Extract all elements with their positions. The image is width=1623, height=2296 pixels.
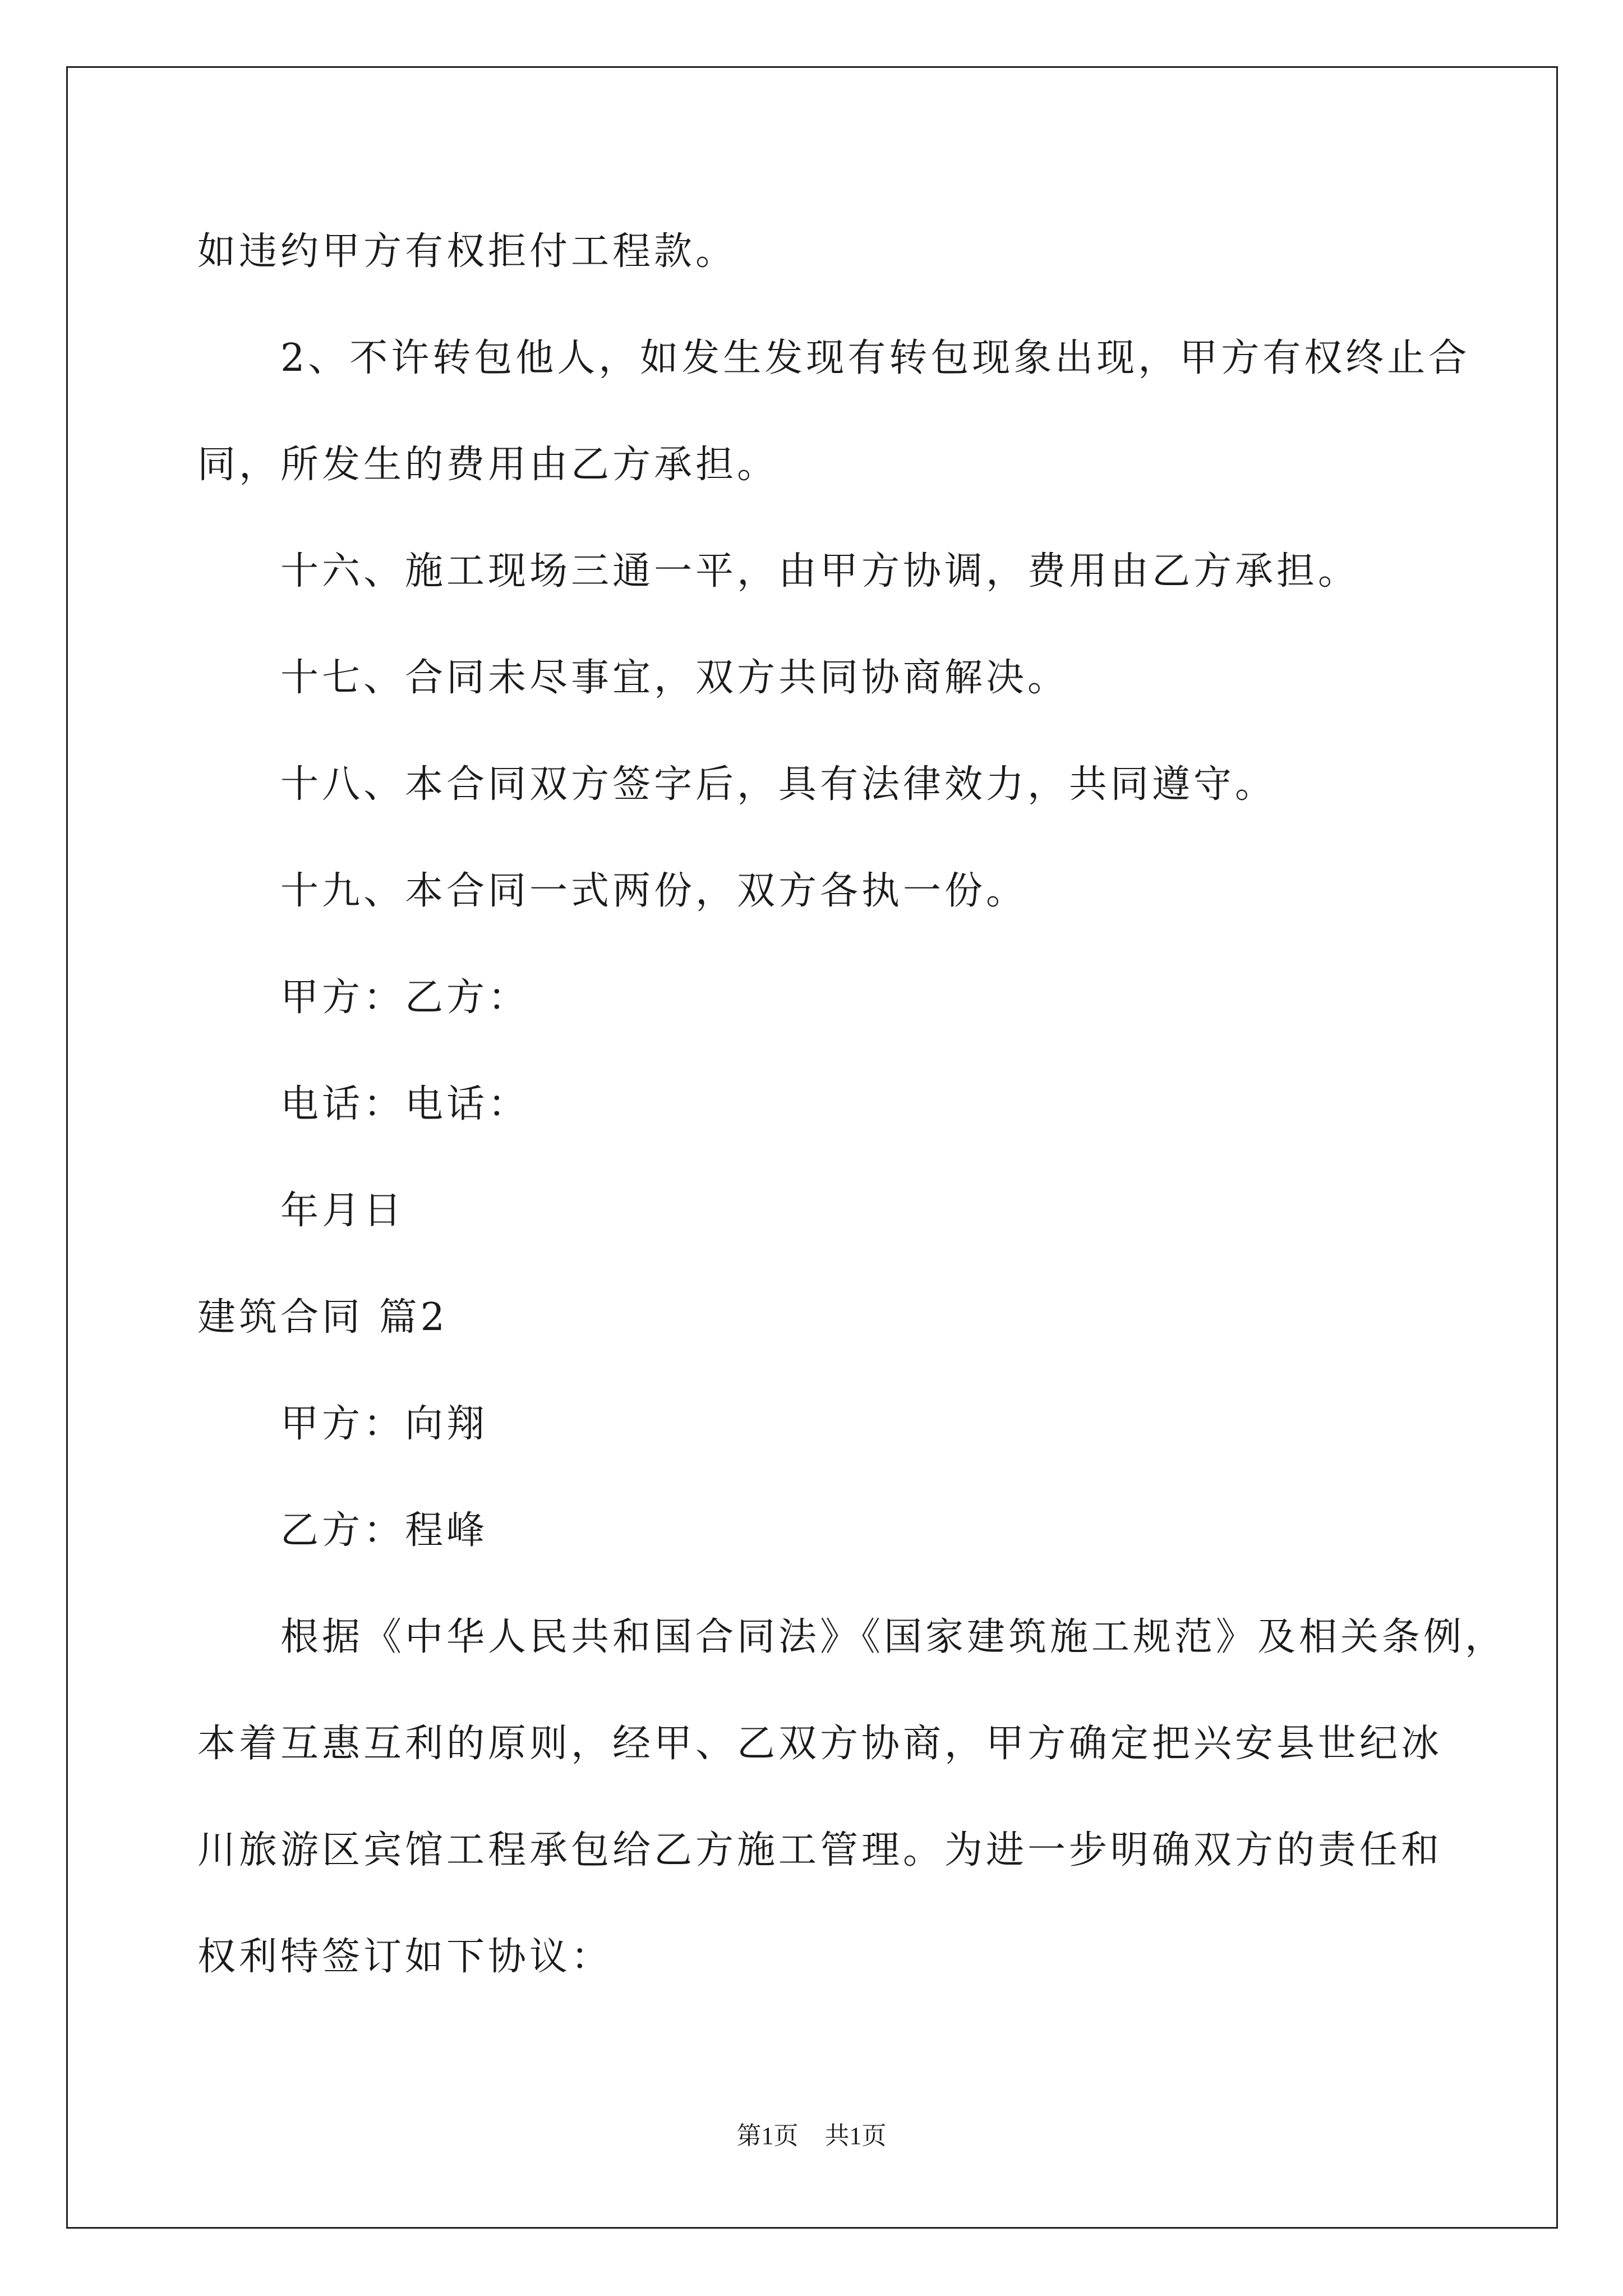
page-footer: [0, 2124, 1623, 2148]
body-line-3: 同，所发生的费用由乙方承担。: [197, 443, 779, 487]
body-line-1: 如违约甲方有权拒付工程款。: [197, 229, 737, 274]
clause-16: 十六、施工现场三通一平，由甲方协调，费用由乙方承担。: [280, 549, 1360, 593]
body-line-basis-3: 川旅游区宾馆工程承包给乙方施工管理。为进一步明确双方的责任和: [197, 1828, 1443, 1872]
body-line-2: 2、不许转包他人，如发生发现有转包现象出现，甲方有权终止合: [280, 336, 1470, 380]
clause-18: 十八、本合同双方签字后，具有法律效力，共同遵守。: [280, 762, 1277, 807]
body-line-basis: 根据《中华人民共和国合同法》《国家建筑施工规范》及相关条例，: [280, 1615, 1507, 1659]
signature-phones: 电话：电话：: [280, 1082, 530, 1126]
signature-parties: 甲方：乙方：: [280, 976, 530, 1020]
page-border: [66, 66, 1558, 2229]
clause-17: 十七、合同未尽事宜，双方共同协商解决。: [280, 656, 1069, 700]
party-a: 甲方：向翔: [280, 1402, 488, 1446]
signature-date: 年月日: [280, 1189, 405, 1233]
section-title: 建筑合同 篇2: [197, 1295, 448, 1340]
body-line-basis-4: 权利特签订如下协议：: [197, 1935, 613, 1979]
clause-19: 十九、本合同一式两份，双方各执一份。: [280, 869, 1028, 913]
page-number: 第1页: [736, 2122, 799, 2150]
body-line-basis-2: 本着互惠互利的原则，经甲、乙双方协商，甲方确定把兴安县世纪冰: [197, 1722, 1443, 1766]
page-total: 共1页: [824, 2122, 887, 2150]
party-b: 乙方：程峰: [280, 1508, 488, 1553]
